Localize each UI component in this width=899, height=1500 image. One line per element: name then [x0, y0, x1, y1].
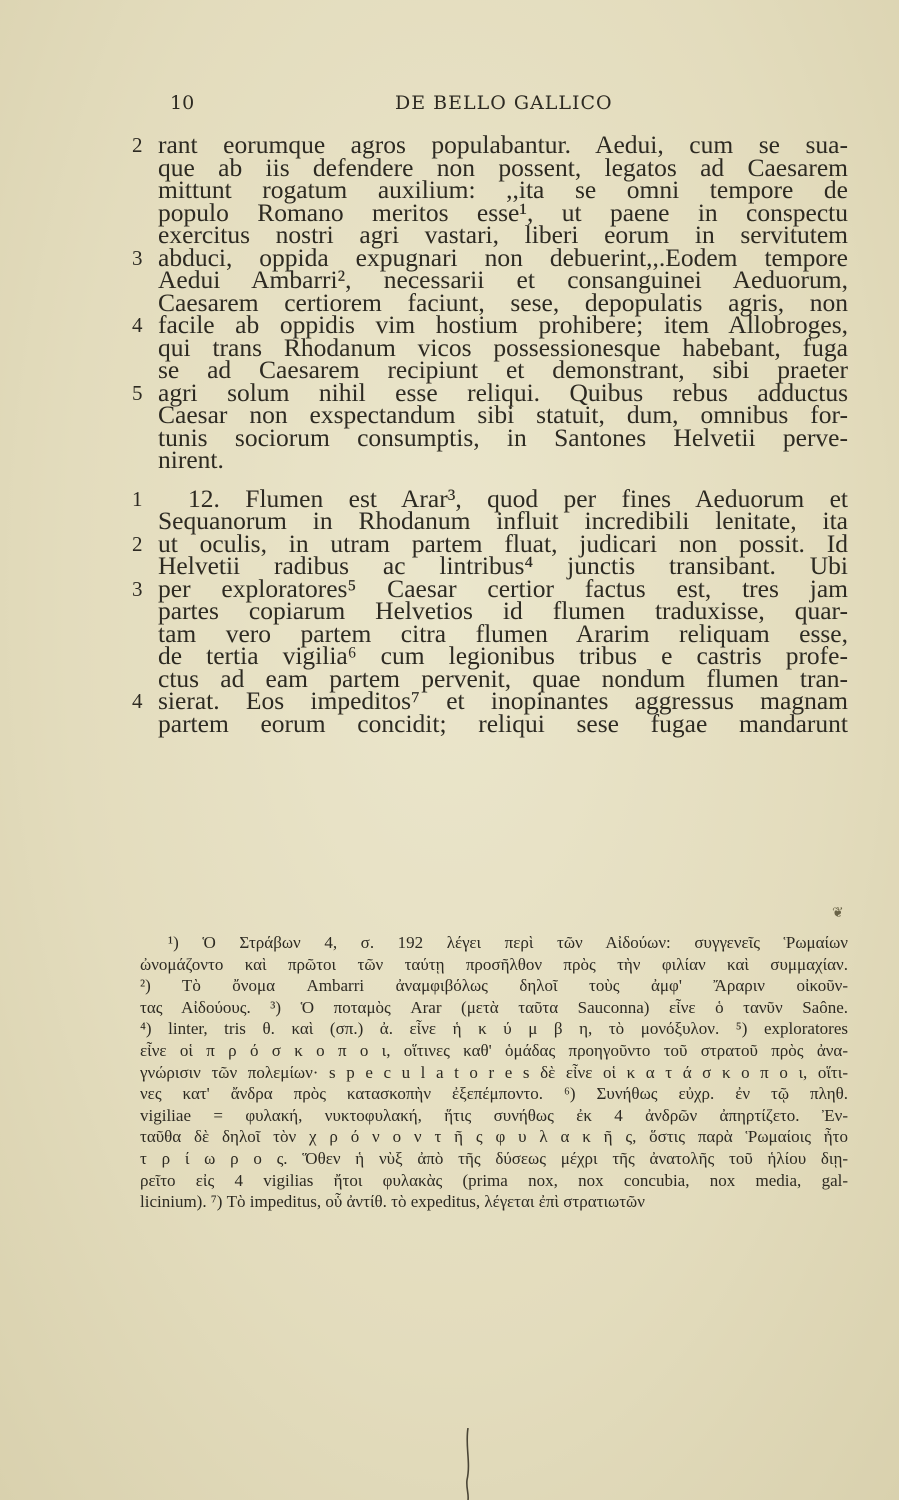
line-text: Caesar non exspectandum sibi statuit, dum, omnibus for- — [158, 400, 848, 429]
text-line — [0, 422, 899, 452]
line-text: populo Romano meritos esse¹, ut paene in conspectu — [158, 197, 848, 227]
footnote-text: ρεῖτο εἰς 4 vigilias ἤτοι φυλακὰς (prima nox, nox concubia, nox media, gal- — [140, 1170, 848, 1190]
line-text: per exploratores⁵ Caesar certior factus est, tres jam — [158, 573, 848, 603]
line-text: se ad Caesarem recipiunt et demonstrant, sibi praeter — [158, 355, 848, 384]
text-line — [0, 708, 899, 738]
line-text: tam vero partem citra flumen Ararim reliquam esse, — [158, 618, 848, 648]
footnote-text: ²) Τὸ ὄνομα Ambarri ἀναμφιβόλως δηλοῖ τοὺς ἀμφ' Ἄραριν οἰκοῦν- — [140, 976, 848, 996]
section-number: 1 — [132, 486, 143, 511]
line-text: que ab iis defendere non possent, legatos ad Caesarem — [158, 152, 848, 182]
footnotes — [0, 932, 899, 1213]
line-text: ut oculis, in utram partem fluat, judicari non possit. Id — [158, 528, 848, 558]
footnote-text: ὠνομάζοντο καὶ πρῶτοι τῶν ταύτῃ προσῆλθον πρὸς τὴν φιλίαν καὶ συμμαχίαν. — [140, 954, 848, 974]
line-text: Helvetii radibus ac lintribus⁴ junctis transibant. Ubi — [158, 551, 848, 580]
line-text: rant eorumque agros populabantur. Aedui, cum se sua- — [158, 130, 848, 159]
gutter-pencil-mark — [462, 1428, 474, 1500]
footnote-text: vigiliae = φυλακή, νυκτοφυλακή, ἥτις συνήθως ἐκ 4 ἀνδρῶν ἀπηρτίζετο. Ἐν- — [140, 1105, 848, 1125]
line-text: Sequanorum in Rhodanum influit incredibili lenitate, ita — [158, 506, 848, 535]
footnote-line — [0, 1062, 899, 1084]
line-text: mittunt rogatum auxilium: ,,ita se omni tempore de — [158, 175, 848, 204]
section-number: 4 — [132, 689, 143, 713]
line-text: partem eorum concidit; reliqui sese fugae mandarunt — [158, 708, 848, 738]
section-number: 2 — [132, 133, 143, 157]
section-number: 5 — [132, 380, 143, 405]
footnote-line — [0, 1126, 899, 1148]
footnote-line — [0, 932, 899, 954]
footnote-line — [0, 954, 899, 976]
page-header — [0, 92, 899, 122]
section-number: 4 — [132, 313, 143, 337]
section-number: 3 — [132, 245, 143, 270]
line-text: ctus ad eam partem pervenit, quae nondum flumen tran- — [158, 663, 848, 693]
page-number: 10 — [170, 92, 195, 114]
line-text: de tertia vigilia⁶ cum legionibus tribus e castris profe- — [158, 641, 848, 670]
footnote-text: νες κατ' ἄνδρα πρὸς κατασκοπὴν ἐξεπέμποντο. ⁶) Συνήθως εὐχρ. ἐν τῷ πληθ. — [140, 1084, 848, 1104]
line-text: qui trans Rhodanum vicos possessionesque habebant, fuga — [158, 332, 848, 362]
footnote-line — [0, 1105, 899, 1127]
line-text: abduci, oppida expugnari non debuerint,,.Eodem tempore — [158, 242, 848, 272]
line-text: exercitus nostri agri vastari, liberi eorum in servitutem — [158, 220, 848, 249]
line-text: agri solum nihil esse reliqui. Quibus rebus adductus — [158, 377, 848, 407]
line-text: tunis sociorum consumptis, in Santones Helvetii perve- — [158, 422, 848, 452]
section-number: 3 — [132, 576, 143, 601]
line-text: nirent. — [158, 445, 224, 474]
line-text: 12. Flumen est Arar³, quod per fines Aeduorum et — [188, 483, 848, 513]
fleuron-mark: ❦ — [832, 905, 844, 921]
footnote-text: τ ρ ί ω ρ ο ς. Ὅθεν ἡ νὺξ ἀπὸ τῆς δύσεως μέχρι τῆς ἀνατολῆς τοῦ ἡλίου διῃ- — [140, 1148, 848, 1168]
line-text: Caesarem certiorem faciunt, sese, depopulatis agris, non — [158, 287, 848, 317]
running-title: DE BELLO GALLICO — [395, 92, 613, 114]
section-number: 2 — [132, 531, 143, 556]
footnote-line — [0, 975, 899, 997]
line-text: partes copiarum Helvetios id flumen traduxisse, quar- — [158, 596, 848, 625]
main-text — [0, 130, 899, 738]
text-line — [0, 445, 899, 474]
footnote-line — [0, 1083, 899, 1105]
footnote-text: ταῦθα δὲ δηλοῖ τὸν χ ρ ό ν ο ν τ ῆ ς φ υ λ α κ ῆ ς, ὅστις παρὰ Ῥωμαίοις ἦτο — [140, 1127, 848, 1147]
footnote-line — [0, 1040, 899, 1062]
line-text: Aedui Ambarri², necessarii et consanguinei Aeduorum, — [158, 265, 848, 294]
footnote-text: εἶνε οἱ π ρ ό σ κ ο π ο ι, οἵτινες καθ' ὁμάδας προηγοῦντο τοῦ στρατοῦ πρὸς ἀνα- — [140, 1040, 848, 1060]
line-text: sierat. Eos impeditos⁷ et inopinantes aggressus magnam — [158, 686, 848, 715]
footnote-line — [0, 1191, 899, 1213]
footnote-line — [0, 1170, 899, 1192]
footnote-text: ¹) Ὁ Στράβων 4, σ. 192 λέγει περὶ τῶν Αἰδούων: συγγενεῖς Ῥωμαίων — [168, 933, 848, 952]
footnote-text: γνώρισιν τῶν πολεμίων· s p e c u l a t o r e s δὲ εἶνε οἱ κ α τ ά σ κ ο π ο ι, οἵτι- — [140, 1062, 848, 1082]
footnote-text: licinium). ⁷) Τὸ impeditus, οὗ ἀντίθ. τὸ expeditus, λέγεται ἐπὶ στρατιωτῶν — [140, 1192, 645, 1212]
footnote-line — [0, 1018, 899, 1040]
line-text: facile ab oppidis vim hostium prohibere; item Allobroges, — [158, 310, 848, 339]
footnote-text: τας Αἰδούους. ³) Ὁ ποταμὸς Arar (μετὰ ταῦτα Sauconna) εἶνε ὁ τανῦν Saône. — [140, 997, 848, 1017]
footnote-line — [0, 1148, 899, 1170]
footnote-text: ⁴) linter, tris θ. καὶ (σπ.) ἀ. εἶνε ἡ κ ύ μ β η, τὸ μονόξυλον. ⁵) exploratores — [140, 1019, 848, 1039]
footnote-line — [0, 997, 899, 1019]
